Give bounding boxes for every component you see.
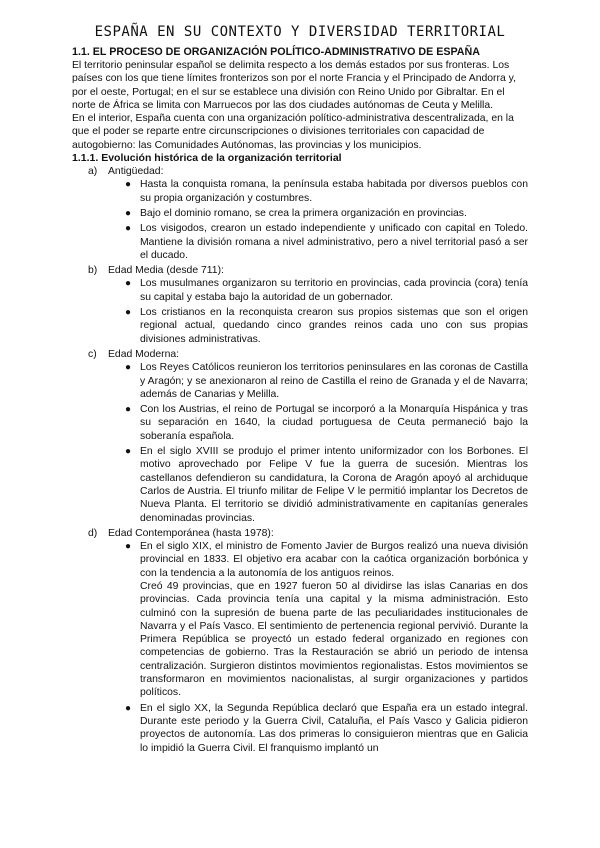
list-item: ● En el siglo XX, la Segunda República declaró que España era un estado integral. Durante este periodo y la Guerra Civil, Cataluña, el País Vasco y Galicia pidieron proyectos de autonomía. Las dos primeras lo consiguieron mientras que en Galicia lo impidió la Guerra Civil. El franquismo implantó un: [125, 702, 528, 754]
intro-paragraph-1: El territorio peninsular español se delimita respecto a los demás estados por sus fronteras. Los países con los que tiene límites fronterizos son por el norte Francia y el Principado de Andorra y, por el oeste, Portugal; en el sur se establece una división con Reino Unido por Gibraltar. En el norte de África se limita con Marruecos por las dos ciudades autónomas de Ceuta y Melilla.: [72, 60, 516, 111]
bullet-icon: ●: [125, 362, 132, 374]
bullet-icon: ●: [125, 446, 132, 458]
bullet-icon: ●: [125, 541, 132, 553]
bullet-icon: ●: [125, 278, 132, 290]
bullet-icon: ●: [125, 179, 132, 191]
list-item: ● Los cristianos en la reconquista crearon sus propios sistemas que son el origen regional actual, quedando cinco grandes reinos cada uno con sus propias divisiones administrativas.: [125, 307, 528, 345]
list-item: ● Hasta la conquista romana, la península estaba habitada por diversos pueblos con su propia organización y costumbres.: [125, 179, 528, 204]
list-item: ● Con los Austrias, el reino de Portugal se incorporó a la Monarquía Hispánica y tras su separación en 1640, la ciudad portuguesa de Ceuta permaneció bajo la soberanía española.: [125, 404, 528, 442]
section-letter: a): [88, 166, 98, 178]
bullet-icon: ●: [125, 223, 132, 235]
section-letter: b): [88, 265, 98, 277]
list-item-continuation: Creó 49 provincias, que en 1927 fueron 50 al dividirse las islas Canarias en dos provincias. Cada provincia tenía una capital y la misma administración. Esto culminó con la supresión de buena parte de las peculiaridades institucionales de Navarra y el País Vasco. El sentimiento de pertenencia regional pervivió. Durante la Primera República se proyectó un estado federal organizado en regiones con competencias de gobierno. Tras la Restauración se abrió un periodo de intensa centralización. Surgieron distintos movimientos regionalistas. Estos movimientos se transformaron en movimientos nacionalistas, al surgir organizaciones y partidos políticos.: [140, 580, 528, 699]
bullet-icon: ●: [125, 404, 132, 416]
section-antiguedad: [72, 165, 528, 262]
list-item: ● En el siglo XVIII se produjo el primer intento uniformizador con los Borbones. El motivo aprovechado por Felipe V fue la guerra de sucesión. Mientras los castellanos defendieron su candidatura, la Corona de Aragón apoyó al archiduque Carlos de Austria. El triunfo militar de Felipe V le permitió implantar los Decretos de Nueva Planta. El territorio se dividió administrativamente en capitanías generales denominadas provincias.: [125, 446, 528, 524]
bullet-icon: ●: [125, 307, 132, 319]
section-letter: c): [88, 348, 97, 360]
list-item: ● En el siglo XIX, el ministro de Fomento Javier de Burgos realizó una nueva división provincial en 1833. El objetivo era acabar con la caótica organización borbónica y con la tendencia a la autonomía de los antiguos reinos. Creó 49 provincias, que en 1927 fueron 50 al dividirse las islas Canarias en dos provincias. Cada provincia tenía una capital y la misma administración. Esto culminó con la supresión de buena parte de las peculiaridades institucionales de Navarra y el País Vasco. El sentimiento de pertenencia regional pervivió. Durante la Primera República se proyectó un estado federal organizado en regiones con competencias de gobierno. Tras la Restauración se abrió un periodo de intensa centralización. Surgieron distintos movimientos regionalistas. Estos movimientos se transformaron en movimientos nacionalistas, al surgir organizaciones y partidos políticos.: [125, 541, 528, 699]
page-title: ESPAÑA EN SU CONTEXTO Y DIVERSIDAD TERRITORIAL: [94, 24, 506, 40]
section-label: Antigüedad:: [108, 166, 164, 178]
section-edad-contemporanea: [72, 527, 528, 755]
list-item: ● Bajo el dominio romano, se crea la primera organización en provincias.: [125, 207, 467, 219]
bullet-icon: ●: [125, 207, 132, 219]
subsection-heading: 1.1.1. Evolución histórica de la organización territorial: [72, 152, 342, 165]
section-label: Edad Media (desde 711):: [108, 265, 224, 277]
section-label: Edad Moderna:: [108, 348, 180, 360]
section-edad-moderna: [72, 348, 528, 525]
section-label: Edad Contemporánea (hasta 1978):: [108, 527, 274, 539]
bullet-icon: ●: [125, 702, 132, 714]
section-letter: d): [88, 527, 98, 539]
list-item: ● Los visigodos, crearon un estado independiente y unificado con capital en Toledo. Mantiene la división romana a nivel administrativo, pero a nivel territorial pasó a ser el ducado.: [125, 223, 528, 261]
list-item: ● Los Reyes Católicos reunieron los territorios peninsulares en las coronas de Castilla y Aragón; y se anexionaron al reino de Castilla el reino de Granada y el de Navarra; además de Canarias y Melilla.: [125, 362, 528, 400]
section-edad-media: [72, 264, 528, 346]
list-item: ● Los musulmanes organizaron su territorio en provincias, cada provincia (cora) tenía su capital y estaba bajo la autoridad de un gobernador.: [125, 278, 528, 303]
section-heading: 1.1. EL PROCESO DE ORGANIZACIÓN POLÍTICO-ADMINISTRATIVO DE ESPAÑA: [72, 46, 480, 58]
intro-paragraph-2: En el interior, España cuenta con una organización político-administrativa descentralizada, en la que el poder se reparte entre circunscripciones o divisiones territoriales con capacidad de autogobierno: las Comunidades Autónomas, las provincias y los municipios.: [72, 113, 514, 151]
